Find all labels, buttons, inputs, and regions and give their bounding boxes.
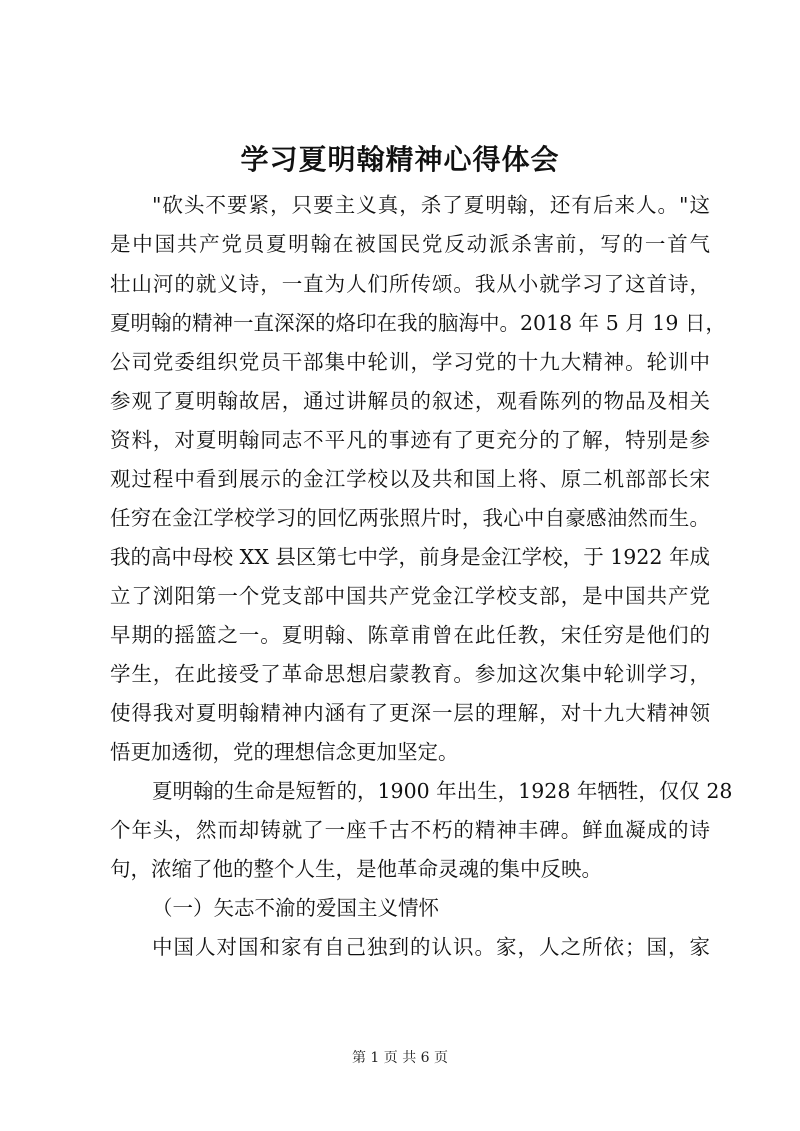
paragraph-line: 是中国共产党员夏明翰在被国民党反动派杀害前，写的一首气: [110, 232, 710, 256]
paragraph-line: 学生，在此接受了革命思想启蒙教育。参加这次集中轮训学习，: [110, 662, 710, 686]
paragraph-line: 中国人对国和家有自己独到的认识。家，人之所依；国，家: [152, 935, 710, 959]
paragraph-line: "砍头不要紧，只要主义真，杀了夏明翰，还有后来人。"这: [152, 193, 710, 217]
paragraph-line: 句，浓缩了他的整个人生，是他革命灵魂的集中反映。: [110, 857, 602, 881]
paragraph-line: 夏明翰的生命是短暂的，1900 年出生，1928 年牺牲，仅仅 28: [152, 779, 733, 803]
paragraph-line: 资料，对夏明翰同志不平凡的事迹有了更充分的了解，特别是参: [110, 428, 710, 452]
page-footer: 第 1 页 共 6 页: [351, 1050, 449, 1066]
section-heading: （一）矢志不渝的爱国主义情怀: [152, 896, 439, 920]
paragraph-line: 观过程中看到展示的金江学校以及共和国上将、原二机部部长宋: [110, 467, 710, 491]
paragraph-line: 立了浏阳第一个党支部中国共产党金江学校支部，是中国共产党: [110, 584, 710, 608]
paragraph-line: 我的高中母校 XX 县区第七中学，前身是金江学校，于 1922 年成: [110, 545, 710, 569]
paragraph-line: 参观了夏明翰故居，通过讲解员的叙述，观看陈列的物品及相关: [110, 389, 710, 413]
paragraph-line: 悟更加透彻，党的理想信念更加坚定。: [110, 740, 459, 764]
paragraph-line: 夏明翰的精神一直深深的烙印在我的脑海中。2018 年 5 月 19 日，: [110, 311, 726, 335]
document-title: 学习夏明翰精神心得体会: [240, 143, 560, 176]
paragraph-line: 公司党委组织党员干部集中轮训，学习党的十九大精神。轮训中: [110, 350, 710, 374]
paragraph-line: 任穷在金江学校学习的回忆两张照片时，我心中自豪感油然而生。: [110, 506, 710, 530]
paragraph-line: 使得我对夏明翰精神内涵有了更深一层的理解，对十九大精神领: [110, 701, 710, 725]
paragraph-line: 壮山河的就义诗，一直为人们所传颂。我从小就学习了这首诗，: [110, 272, 710, 296]
paragraph-line: 早期的摇篮之一。夏明翰、陈章甫曾在此任教，宋任穷是他们的: [110, 623, 710, 647]
paragraph-line: 个年头，然而却铸就了一座千古不朽的精神丰碑。鲜血凝成的诗: [110, 818, 710, 842]
